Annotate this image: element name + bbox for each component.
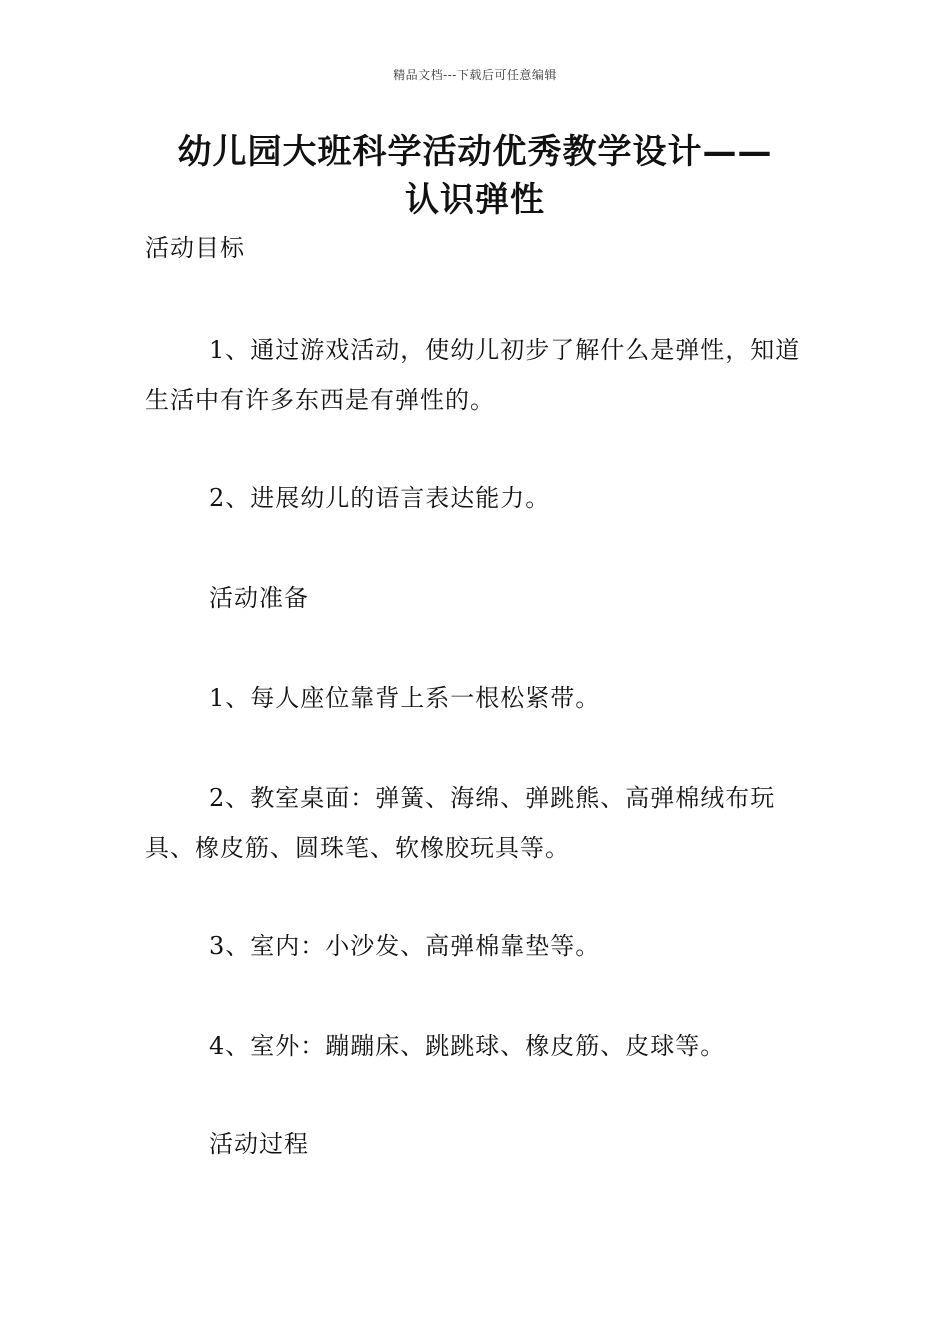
goal-item-2: 2、进展幼儿的语言表达能力。 bbox=[209, 484, 551, 512]
title-line-1: 幼儿园大班科学活动优秀教学设计—— bbox=[177, 132, 773, 172]
page-header: 精品文档---下载后可任意编辑 bbox=[393, 68, 557, 82]
prep-item-1: 1、每人座位靠背上系一根松紧带。 bbox=[209, 684, 601, 712]
prep-item-3: 3、室内：小沙发、高弹棉靠垫等。 bbox=[209, 932, 601, 960]
section-heading-process: 活动过程 bbox=[209, 1130, 309, 1158]
prep-item-4: 4、室外：蹦蹦床、跳跳球、橡皮筋、皮球等。 bbox=[209, 1032, 726, 1060]
title-line-2: 认识弹性 bbox=[405, 180, 545, 220]
prep-item-2: 2、教室桌面：弹簧、海绵、弹跳熊、高弹棉绒布玩具、橡皮筋、圆珠笔、软橡胶玩具等。 bbox=[145, 784, 776, 862]
section-heading-goals: 活动目标 bbox=[145, 234, 245, 262]
goal-item-1: 1、通过游戏活动，使幼儿初步了解什么是弹性，知道生活中有许多东西是有弹性的。 bbox=[145, 336, 801, 414]
section-heading-preparation: 活动准备 bbox=[209, 584, 309, 612]
document-title bbox=[130, 128, 820, 224]
